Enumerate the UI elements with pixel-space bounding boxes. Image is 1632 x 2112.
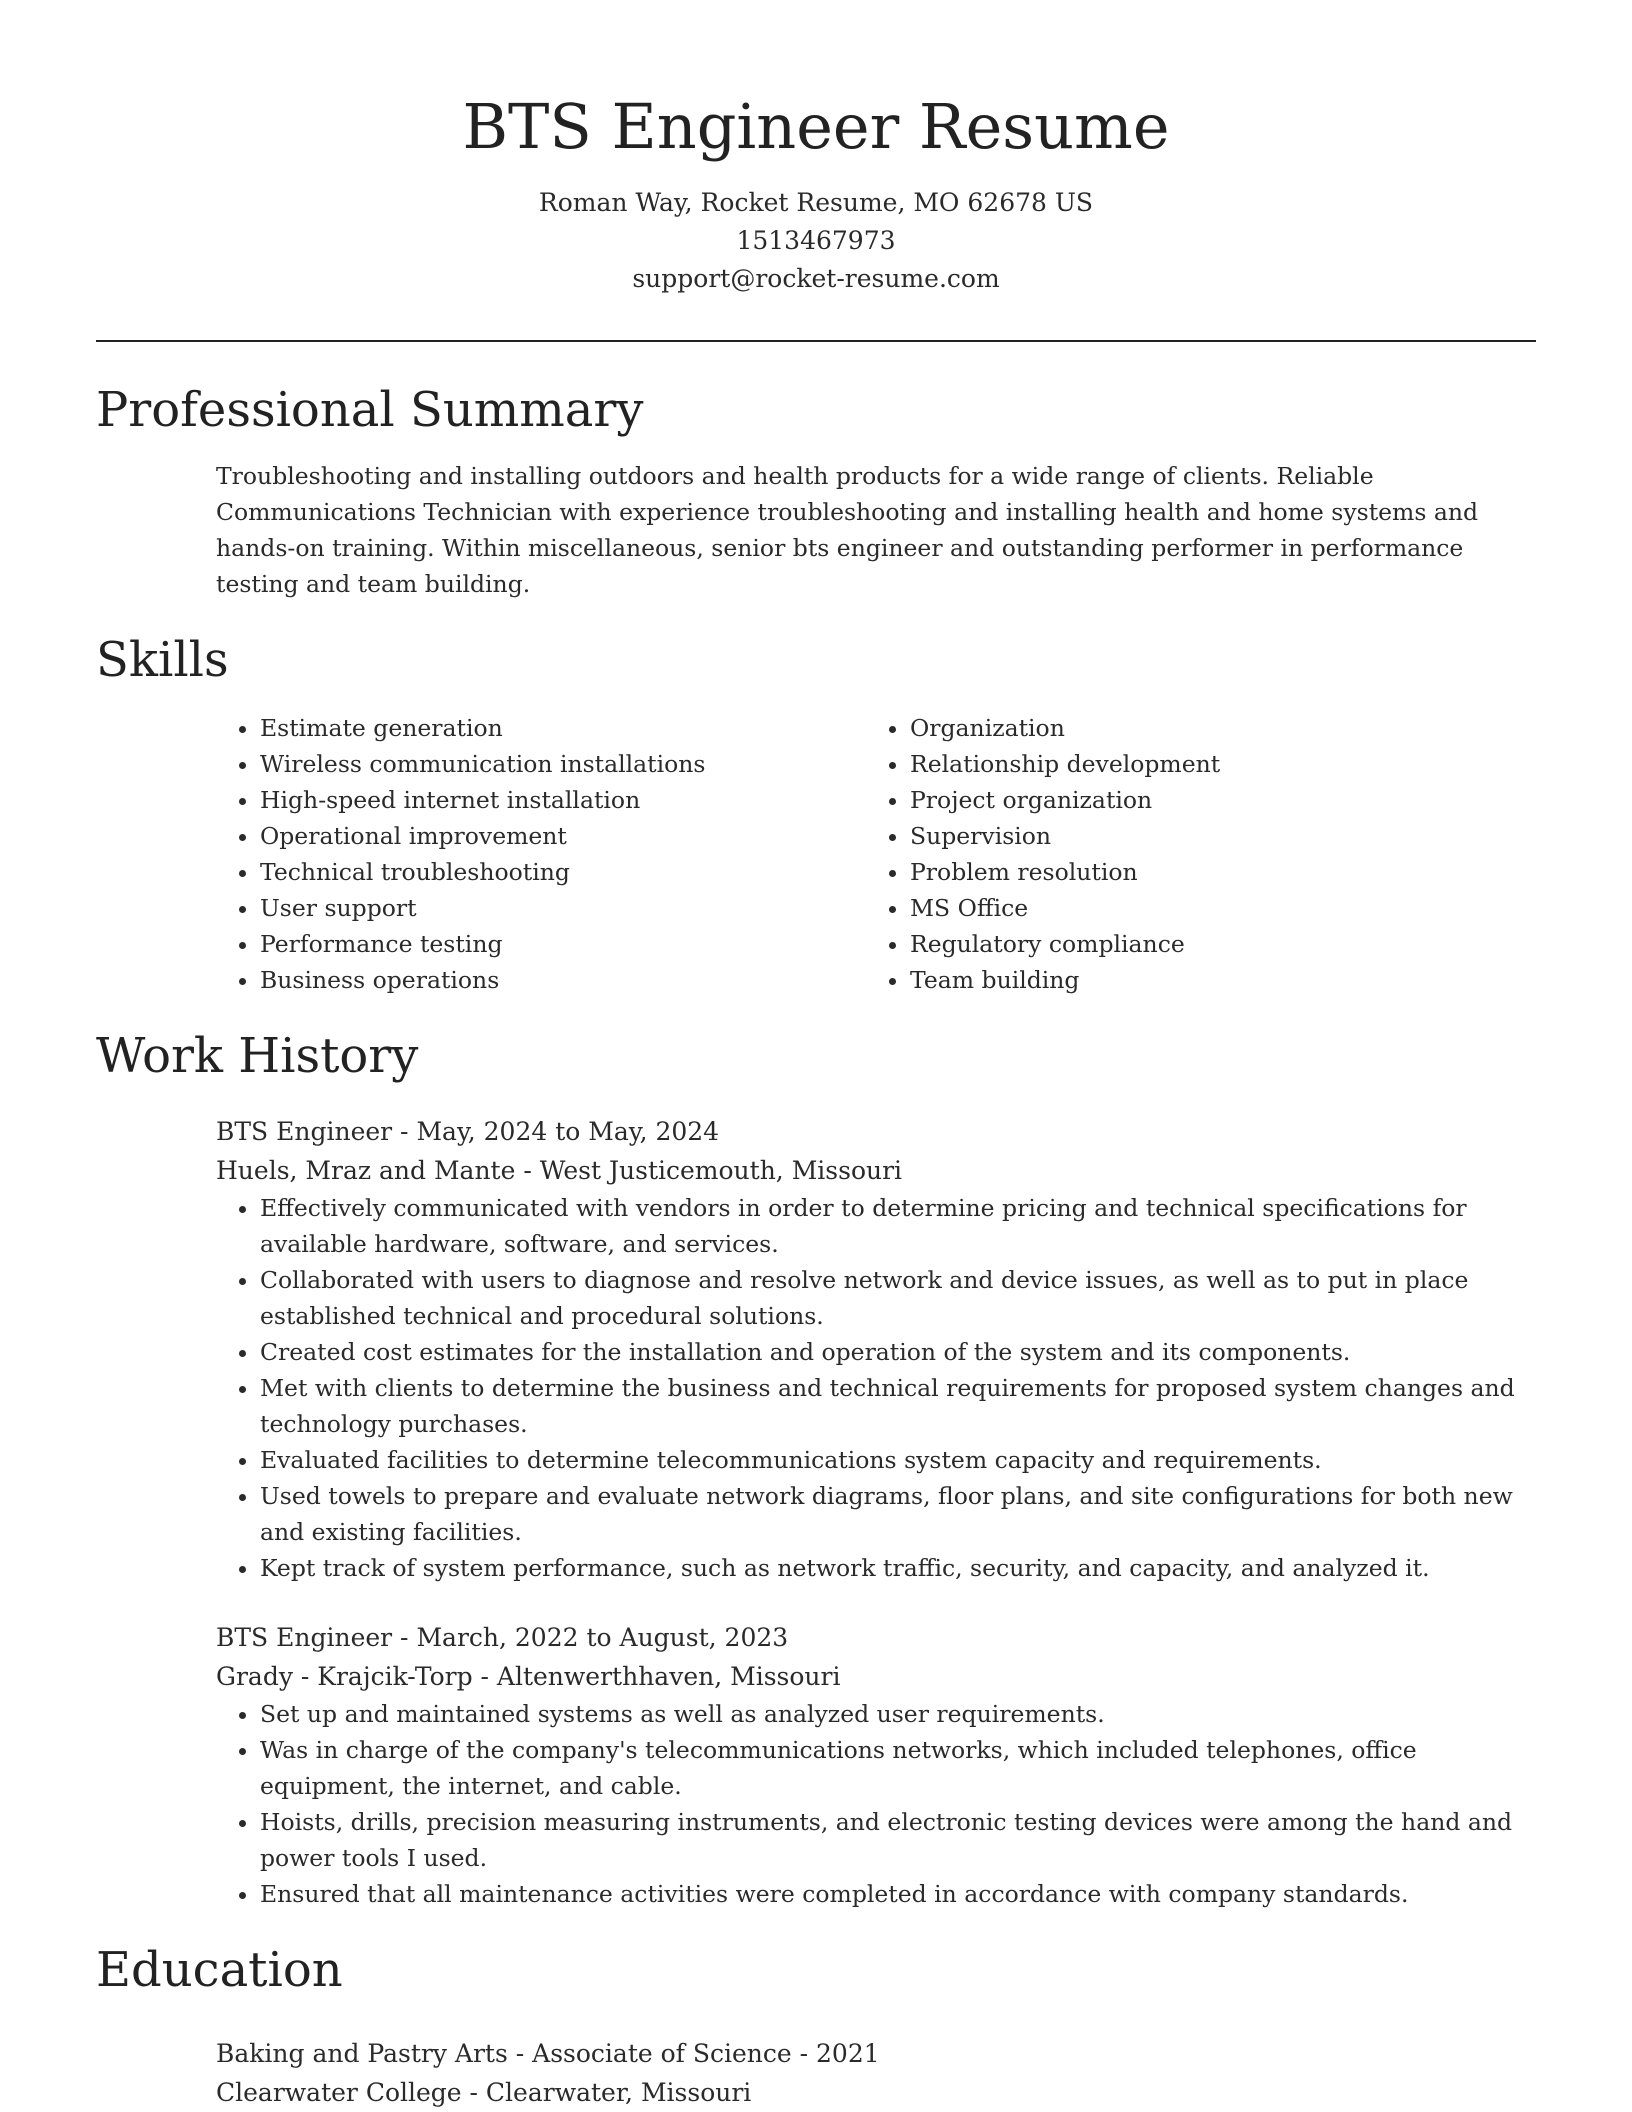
skill-item: • Performance testing: [260, 926, 866, 962]
summary-text: Troubleshooting and installing outdoors and health products for a wide range of clients. Reliable Communications Technician with experience troubleshooting and installing health and home systems and hands-on training. Within miscellaneous, senior bts engineer and outstanding performer in performance testing and team building.: [216, 462, 1479, 598]
job-bullet: • Effectively communicated with vendors in order to determine pricing and technical specifications for available hardware, software, and services.: [260, 1190, 1536, 1262]
job-entry: [216, 1618, 1536, 1912]
skill-item: • Estimate generation: [260, 710, 866, 746]
job-bullet: • Used towels to prepare and evaluate network diagrams, floor plans, and site configurations for both new and existing facilities.: [260, 1478, 1536, 1550]
school-line: Clearwater College - Clearwater, Missouri: [216, 2078, 752, 2107]
header-divider: [96, 340, 1536, 342]
summary-section: [96, 380, 1536, 602]
skill-item: • Supervision: [910, 818, 1516, 854]
education-section: [96, 1940, 1536, 2112]
email-line: support@rocket-resume.com: [632, 264, 1000, 293]
job-bullet: • Collaborated with users to diagnose and resolve network and device issues, as well as to put in place established technical and procedural solutions.: [260, 1262, 1536, 1334]
job-title-line: BTS Engineer - May, 2024 to May, 2024: [216, 1117, 720, 1146]
job-header: [216, 1618, 1536, 1696]
job-bullet: • Set up and maintained systems as well as analyzed user requirements.: [260, 1696, 1536, 1732]
job-header: [216, 1112, 1536, 1190]
summary-body: [216, 458, 1536, 602]
skills-list-right: [866, 710, 1516, 998]
skills-grid: [216, 710, 1536, 998]
job-company-line: Grady - Krajcik-Torp - Altenwerthhaven, Missouri: [216, 1662, 841, 1691]
resume-page: [96, 0, 1536, 2112]
address-line: Roman Way, Rocket Resume, MO 62678 US: [538, 188, 1094, 217]
skill-item: • Problem resolution: [910, 854, 1516, 890]
phone-line: 1513467973: [736, 226, 896, 255]
skills-section: [96, 630, 1536, 998]
skill-item: • Project organization: [910, 782, 1516, 818]
resume-header: [96, 0, 1536, 298]
job-bullet: • Evaluated facilities to determine telecommunications system capacity and requirements.: [260, 1442, 1536, 1478]
job-title-line: BTS Engineer - March, 2022 to August, 2023: [216, 1623, 789, 1652]
skill-item: • Operational improvement: [260, 818, 866, 854]
job-bullet: • Hoists, drills, precision measuring instruments, and electronic testing devices were among the hand and power tools I used.: [260, 1804, 1536, 1876]
job-bullets: [96, 1190, 1536, 1586]
job-bullet: • Ensured that all maintenance activities were completed in accordance with company standards.: [260, 1876, 1536, 1912]
contact-block: [96, 184, 1536, 298]
skills-list-left: [216, 710, 866, 998]
education-heading: Education: [96, 1942, 343, 1998]
resume-title: BTS Engineer Resume: [462, 90, 1170, 163]
skill-item: • High-speed internet installation: [260, 782, 866, 818]
education-entry: [216, 2034, 1536, 2112]
skill-item: • Wireless communication installations: [260, 746, 866, 782]
summary-heading: Professional Summary: [96, 382, 644, 438]
skill-item: • Relationship development: [910, 746, 1516, 782]
job-bullet: • Was in charge of the company's telecommunications networks, which included telephones, office equipment, the internet, and cable.: [260, 1732, 1536, 1804]
skill-item: • Technical troubleshooting: [260, 854, 866, 890]
work-history-heading: Work History: [96, 1028, 419, 1084]
skill-item: • User support: [260, 890, 866, 926]
job-bullet: • Met with clients to determine the business and technical requirements for proposed system changes and technology purchases.: [260, 1370, 1536, 1442]
work-history-section: [96, 1026, 1536, 1912]
job-bullet: • Kept track of system performance, such as network traffic, security, and capacity, and analyzed it.: [260, 1550, 1536, 1586]
skill-item: • Business operations: [260, 962, 866, 998]
skill-item: • MS Office: [910, 890, 1516, 926]
skill-item: • Team building: [910, 962, 1516, 998]
job-entry: [216, 1112, 1536, 1586]
skill-item: • Regulatory compliance: [910, 926, 1516, 962]
job-bullets: [96, 1696, 1536, 1912]
degree-line: Baking and Pastry Arts - Associate of Science - 2021: [216, 2039, 880, 2068]
job-bullet: • Created cost estimates for the installation and operation of the system and its components.: [260, 1334, 1536, 1370]
skill-item: • Organization: [910, 710, 1516, 746]
job-company-line: Huels, Mraz and Mante - West Justicemouth, Missouri: [216, 1156, 903, 1185]
skills-heading: Skills: [96, 632, 229, 688]
